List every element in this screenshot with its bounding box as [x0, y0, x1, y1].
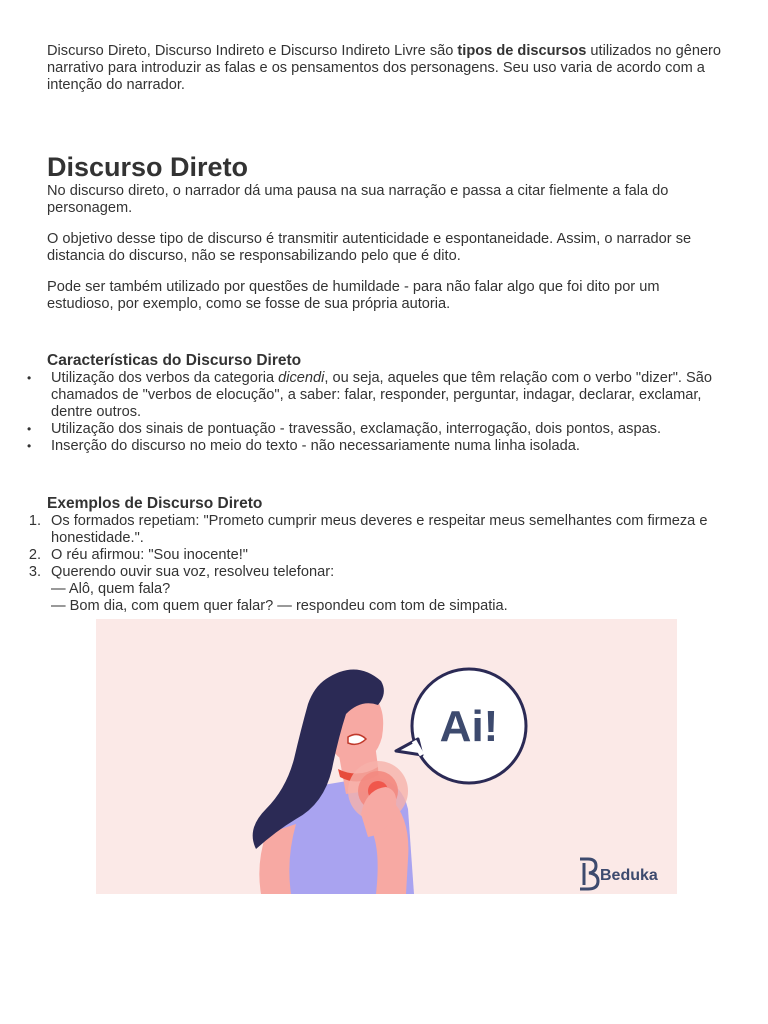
intro-text-end: utilizados no gênero narrativo para introduzir as falas e os pensamentos dos personagens. Seu uso varia de acordo com a intenção do narrador.	[47, 43, 722, 93]
list-number: 3.	[28, 564, 41, 580]
list-item-text: Utilização dos verbos da categoria	[51, 370, 279, 386]
bullet-icon: •	[27, 439, 32, 453]
beduka-logo	[580, 859, 658, 889]
paragraph-2: O objetivo desse tipo de discurso é transmitir autenticidade e espontaneidade. Assim, o narrador se distancia do discurso, não se responsabilizando pelo que é dito.	[47, 231, 692, 264]
speech-bubble-text: Ai!	[439, 702, 499, 751]
list-number: 1.	[28, 513, 41, 529]
list-item-text: Inserção do discurso no meio do texto - não necessariamente numa linha isolada.	[51, 438, 580, 454]
characteristics-list	[27, 370, 722, 455]
examples-heading: Exemplos de Discurso Direto	[47, 495, 263, 512]
list-item-text: Utilização dos sinais de pontuação - travessão, exclamação, interrogação, dois pontos, aspas.	[51, 421, 662, 437]
list-item	[27, 421, 722, 438]
list-item	[27, 438, 722, 455]
intro-bold-text: tipos de discursos	[457, 43, 587, 59]
list-number: 2.	[28, 547, 41, 563]
list-item-text-end: , ou seja, aqueles que têm relação com o verbo "dizer". São chamados de "verbos de elocução", a saber: falar, responder, perguntar, indagar, declarar, exclamar, dentre outros.	[51, 370, 712, 420]
brand-name: Beduka	[600, 867, 658, 884]
paragraph-3: Pode ser também utilizado por questões de humildade - para não falar algo que foi dito por um estudioso, por exemplo, como se fosse de sua própria autoria.	[47, 279, 660, 312]
illustration-svg	[96, 619, 677, 894]
dialogue-line: — Bom dia, com quem quer falar? — respondeu com tom de simpatia.	[51, 598, 508, 614]
list-item	[28, 513, 722, 547]
examples-list	[28, 513, 722, 615]
bullet-icon: •	[27, 422, 32, 436]
characteristics-heading: Características do Discurso Direto	[47, 352, 302, 369]
paragraph-1: No discurso direto, o narrador dá uma pausa na sua narração e passa a citar fielmente a fala do personagem.	[47, 183, 669, 216]
illustration	[96, 619, 677, 894]
dialogue-line: — Alô, quem fala?	[51, 581, 171, 597]
list-item	[28, 547, 722, 564]
list-item-text: O réu afirmou: "Sou inocente!"	[51, 547, 248, 563]
list-item-text: Querendo ouvir sua voz, resolveu telefonar:	[51, 564, 335, 580]
bullet-icon: •	[27, 371, 32, 385]
list-item	[28, 564, 722, 615]
list-item-text: Os formados repetiam: "Prometo cumprir meus deveres e respeitar meus semelhantes com firmeza e honestidade.".	[51, 513, 708, 546]
intro-paragraph	[47, 43, 722, 94]
intro-text: Discurso Direto, Discurso Indireto e Discurso Indireto Livre são	[47, 43, 458, 59]
document-page	[27, 43, 722, 615]
italic-term: dicendi	[278, 370, 325, 386]
list-item	[27, 370, 722, 421]
speech-bubble	[396, 669, 526, 783]
section-title: Discurso Direto	[47, 152, 249, 182]
